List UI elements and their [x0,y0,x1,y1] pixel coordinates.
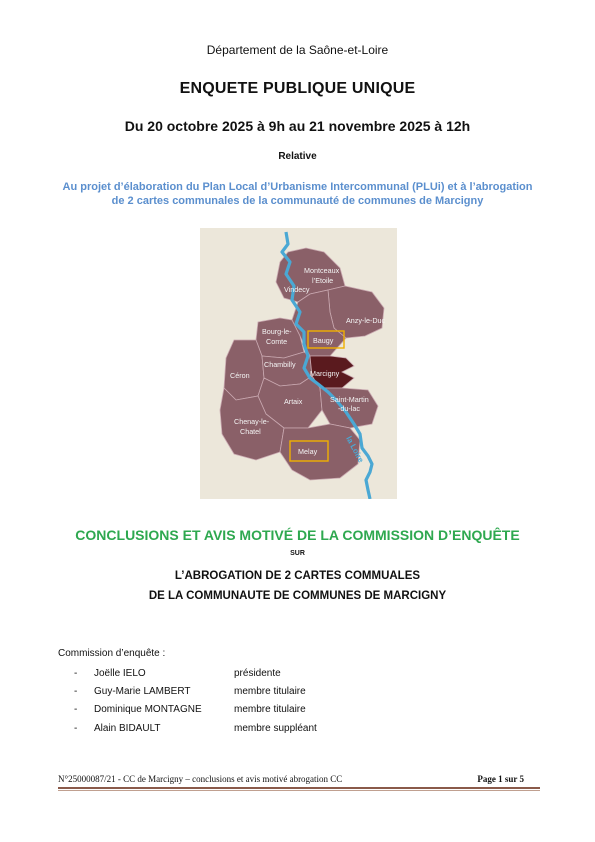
footer-rule-thin [58,790,540,791]
commission-member [0,704,595,718]
member-role: membre suppléant [234,723,317,734]
inquiry-subject: Au projet d’élaboration du Plan Local d’Urbanisme Intercommunal (PLUi) et à l’abrogation de 2 cartes communales de la communauté de communes de Marcigny [62,181,533,207]
sur-label: SUR [290,550,305,557]
communes-map [200,228,397,499]
map-label-marcigny: Marcigny [310,369,340,378]
document-title: ENQUETE PUBLIQUE UNIQUE [179,80,416,97]
footer-rule [58,787,540,789]
commission-label: Commission d’enquête : [58,648,166,659]
list-dash: - [74,723,78,734]
map-label-bourg-le: Bourg-le- [262,327,292,336]
list-dash: - [74,686,78,697]
member-role: membre titulaire [234,704,306,715]
map-label-chambilly: Chambilly [264,360,296,369]
map-label-chenay-le: Chenay-le- [234,417,270,426]
relative-label: Relative [278,151,317,162]
map-label-vindecy: Vindecy [284,285,310,294]
conclusions-title: CONCLUSIONS ET AVIS MOTIVÉ DE LA COMMISSION D’ENQUÊTE [75,527,520,543]
map-label-comte: Comte [266,337,288,346]
page-number: Page 1 sur 5 [477,774,524,784]
map-label-saint-martin: Saint-Martin [330,395,369,404]
list-dash: - [74,704,78,715]
commune-ceron [224,340,264,400]
map-label-letoile: l’Etoile [312,276,334,285]
map-label-melay: Melay [298,447,318,456]
member-name: Alain BIDAULT [94,723,161,734]
commission-member [0,723,595,737]
inquiry-dates: Du 20 octobre 2025 à 9h au 21 novembre 2025 à 12h [124,118,471,134]
abrogation-line-2: DE LA COMMUNAUTE DE COMMUNES DE MARCIGNY [148,590,447,602]
member-name: Joëlle IELO [94,668,146,679]
abrogation-line-1: L’ABROGATION DE 2 CARTES COMMUALES [174,570,421,582]
map-label-du-lac: -du-lac [338,404,360,413]
commission-member [0,668,595,682]
member-role: membre titulaire [234,686,306,697]
map-label-anzy-le-duc: Anzy-le-Duc [346,316,386,325]
member-role: présidente [234,668,281,679]
list-dash: - [74,668,78,679]
department-heading: Département de la Saône-et-Loire [206,43,389,57]
member-name: Guy-Marie LAMBERT [94,686,191,697]
member-name: Dominique MONTAGNE [94,704,202,715]
map-label-loire: la Loire [344,434,366,465]
map-label-ceron: Céron [230,371,250,380]
commission-member [0,686,595,700]
footer-reference: N°25000087/21 - CC de Marcigny – conclusions et avis motivé abrogation CC [58,774,343,784]
map-label-artaix: Artaix [284,397,303,406]
map-label-baugy: Baugy [313,336,334,345]
map-label-montceaux: Montceaux [304,266,340,275]
map-label-chatel: Chatel [240,427,261,436]
